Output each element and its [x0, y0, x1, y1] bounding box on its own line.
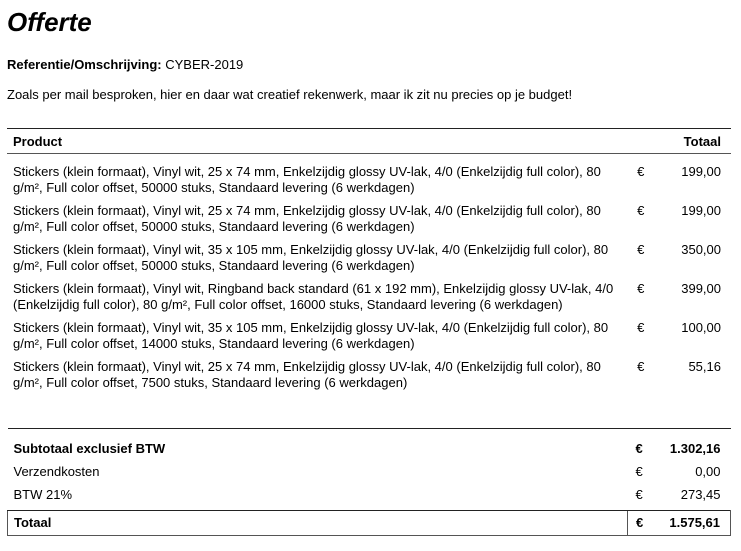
header-total: Totaal [629, 129, 731, 154]
grand-total-label: Totaal [8, 511, 628, 536]
item-amount: 55,16 [688, 359, 721, 374]
item-amount: 399,00 [681, 281, 721, 296]
currency-symbol: € [628, 429, 655, 462]
quote-items-table [7, 128, 731, 398]
shipping-row [8, 461, 731, 484]
header-product: Product [7, 129, 629, 154]
currency-symbol: € [637, 281, 645, 296]
grand-total-amount: 1.575,61 [654, 511, 731, 536]
document-title: Offerte [7, 7, 92, 37]
reference-value: CYBER-2019 [165, 57, 244, 72]
table-row [7, 281, 731, 320]
subtotal-row [8, 429, 731, 462]
item-amount: 100,00 [681, 320, 721, 335]
item-amount: 199,00 [681, 203, 721, 218]
table-row [7, 203, 731, 242]
item-description: Stickers (klein formaat), Vinyl wit, 35 x 105 mm, Enkelzijdig glossy UV-lak, 4/0 (Enkelzijdig full color), 80 g/m², Full color offset, 50000 stuks, Standaard levering (6 werkdagen) [13, 242, 609, 273]
currency-symbol: € [637, 320, 645, 335]
shipping-label: Verzendkosten [13, 464, 100, 479]
grand-total-row [8, 511, 731, 536]
item-description: Stickers (klein formaat), Vinyl wit, 35 x 105 mm, Enkelzijdig glossy UV-lak, 4/0 (Enkelzijdig full color), 80 g/m², Full color offset, 14000 stuks, Standaard levering (6 werkdagen) [13, 320, 609, 351]
vat-row [8, 484, 731, 507]
currency-symbol: € [637, 164, 645, 179]
intro-text: Zoals per mail besproken, hier en daar wat creatief rekenwerk, maar ik zit nu precies op je budget! [7, 87, 573, 102]
currency-symbol: € [637, 203, 645, 218]
currency-symbol: € [635, 487, 643, 502]
currency-symbol: € [635, 464, 643, 479]
shipping-amount: 0,00 [695, 464, 721, 479]
item-amount: 199,00 [681, 164, 721, 179]
table-row [7, 320, 731, 359]
currency-symbol: € [637, 242, 645, 257]
item-amount: 350,00 [681, 242, 721, 257]
table-header-row [7, 129, 731, 154]
item-description: Stickers (klein formaat), Vinyl wit, 25 x 74 mm, Enkelzijdig glossy UV-lak, 4/0 (Enkelzijdig full color), 80 g/m², Full color offset, 7500 stuks, Standaard levering (6 werkdagen) [13, 359, 601, 390]
item-description: Stickers (klein formaat), Vinyl wit, Ringband back standard (61 x 192 mm), Enkelzijdig glossy UV-lak, 4/0 (Enkelzijdig full color), 80 g/m², Full color offset, 16000 stuks, Standaard levering (6 werkdagen) [13, 281, 614, 312]
reference-label: Referentie/Omschrijving: [7, 57, 162, 72]
table-row [7, 242, 731, 281]
table-row [7, 154, 731, 204]
item-description: Stickers (klein formaat), Vinyl wit, 25 x 74 mm, Enkelzijdig glossy UV-lak, 4/0 (Enkelzijdig full color), 80 g/m², Full color offset, 50000 stuks, Standaard levering (6 werkdagen) [13, 203, 601, 234]
reference-line [7, 57, 243, 73]
vat-amount: 273,45 [680, 487, 721, 502]
currency-symbol: € [637, 359, 645, 374]
totals-table [7, 428, 731, 536]
item-description: Stickers (klein formaat), Vinyl wit, 25 x 74 mm, Enkelzijdig glossy UV-lak, 4/0 (Enkelzijdig full color), 80 g/m², Full color offset, 50000 stuks, Standaard levering (6 werkdagen) [13, 164, 601, 195]
currency-symbol: € [628, 511, 655, 536]
table-row [7, 359, 731, 398]
subtotal-amount: 1.302,16 [654, 429, 731, 462]
subtotal-label: Subtotaal exclusief BTW [8, 429, 628, 462]
vat-label: BTW 21% [13, 487, 73, 502]
